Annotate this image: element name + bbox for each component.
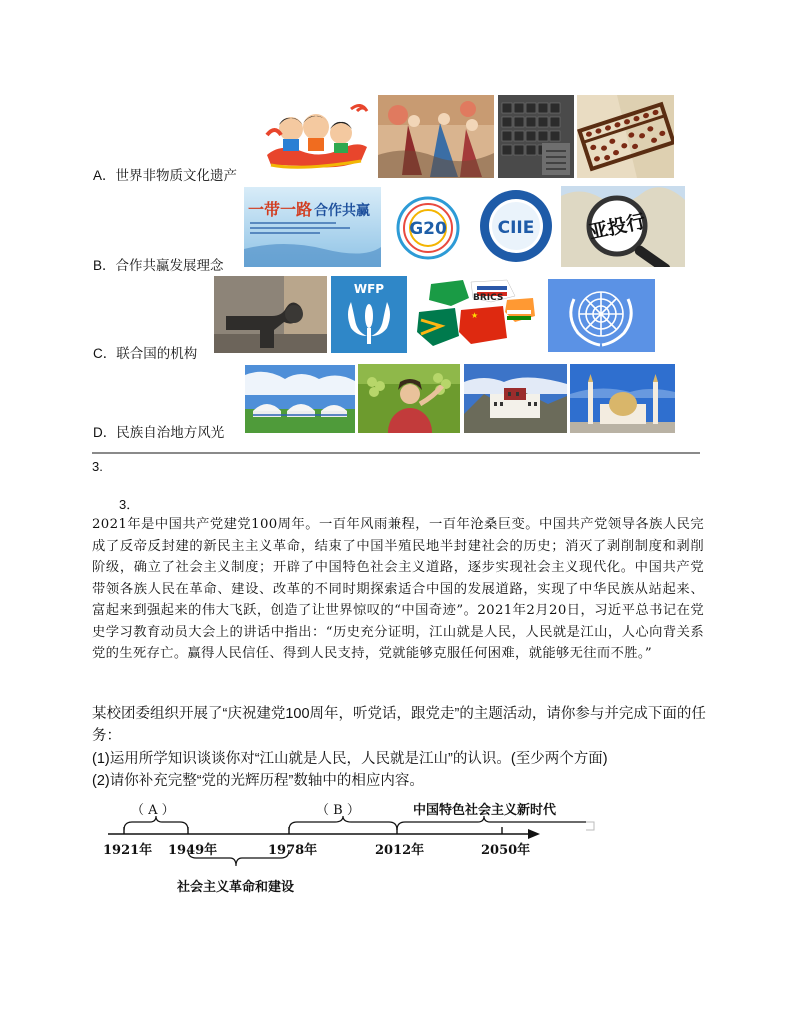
aiib-magnifier-image xyxy=(561,186,685,267)
wfp-text: WFP xyxy=(353,282,385,296)
option-c-label: C．联合国的机构 xyxy=(93,346,198,361)
year-1921: 1921年 xyxy=(103,843,153,858)
section-divider xyxy=(92,452,700,454)
brics-text: BRICS xyxy=(473,293,504,303)
movable-type-printing-image xyxy=(498,95,574,178)
question-number-top: 3. xyxy=(92,459,103,474)
xinjiang-grapes-image xyxy=(358,364,460,433)
task-1: (1)运用所学知识谈谈你对“江山就是人民，人民就是江山”的认识。(至少两个方面) xyxy=(92,751,608,767)
timeline-label-socialism: 社会主义革命和建设 xyxy=(177,880,295,895)
ciie-text: CIIE xyxy=(497,218,535,238)
belt-road-title: 一带一路 xyxy=(248,200,313,219)
ningxia-mosque-image xyxy=(570,364,675,433)
potala-palace-image xyxy=(464,364,567,433)
peking-opera-painting-image xyxy=(378,95,494,178)
belt-and-road-banner-image xyxy=(244,187,381,267)
brace-new-era xyxy=(397,816,586,830)
option-b-label: B．合作共赢发展理念 xyxy=(93,258,224,273)
task-2: (2)请你补充完整“党的光辉历程”数轴中的相应内容。 xyxy=(92,773,424,789)
year-1949: 1949年 xyxy=(168,843,218,858)
timeline-label-new-era: 中国特色社会主义新时代 xyxy=(413,803,557,818)
brace-a xyxy=(124,816,188,830)
g20-logo-image xyxy=(386,190,471,267)
svg-text:★: ★ xyxy=(471,311,479,320)
timeline-label-b: （ B ） xyxy=(316,803,360,818)
belt-road-subtitle: 合作共赢 xyxy=(314,203,370,219)
ciie-logo-image xyxy=(474,186,558,267)
question-number-inner: 3． xyxy=(119,497,140,512)
year-1978: 1978年 xyxy=(268,843,318,858)
aiib-text: 亚投行 xyxy=(587,210,648,244)
g20-text: G20 xyxy=(409,219,447,239)
year-2050: 2050年 xyxy=(481,843,531,858)
year-2012: 2012年 xyxy=(375,843,425,858)
question-passage xyxy=(92,514,704,665)
brace-new-era-end xyxy=(586,822,594,830)
brace-b xyxy=(289,816,397,830)
task-intro: 某校团委组织开展了“庆祝建党100周年，听党话，跟党走”的主题活动，请你参与并完成下面的任务： xyxy=(92,706,706,744)
passage-text: 2021年是中国共产党建党100周年。一百年风雨兼程，一百年沧桑巨变。中国共产党领导各族人民完成了反帝反封建的新民主主义革命，结束了中国半殖民地半封建社会的历史；消灭了剥削制度和剥削阶级，确立了社会主义制度；开辟了中国特色社会主义道路，逐步实现社会主义现代化。中国共产党带领各族人民在革命、建设、改革的不同时期探索适合中国的发展道路，实现了中华民族从站起来、富起来到强起来的伟大飞跃，创造了让世界惊叹的“中国奇迹”。2021年2月20日，习近平总书记在党史学习教育动员大会上的讲话中指出：“历史充分证明，江山就是人民，人民就是江山，人心向背关系党的生死存亡。赢得人民信任、得到人民支持，党就能够克服任何困难，就能够无往而不胜。” xyxy=(92,517,704,661)
brics-map-image xyxy=(411,276,539,353)
mongolian-yurts-image xyxy=(245,365,355,433)
timeline-label-a: （ A ） xyxy=(131,803,175,818)
knotted-gun-sculpture-image xyxy=(214,276,327,353)
dragon-boat-cartoon-image xyxy=(261,95,373,178)
abacus-image xyxy=(577,95,674,178)
option-a-label: A．世界非物质文化遗产 xyxy=(93,168,238,183)
timeline-arrow xyxy=(528,829,540,839)
wfp-logo-image xyxy=(331,276,407,353)
un-emblem-image xyxy=(548,279,655,352)
option-d-label: D．民族自治地方风光 xyxy=(93,425,225,440)
